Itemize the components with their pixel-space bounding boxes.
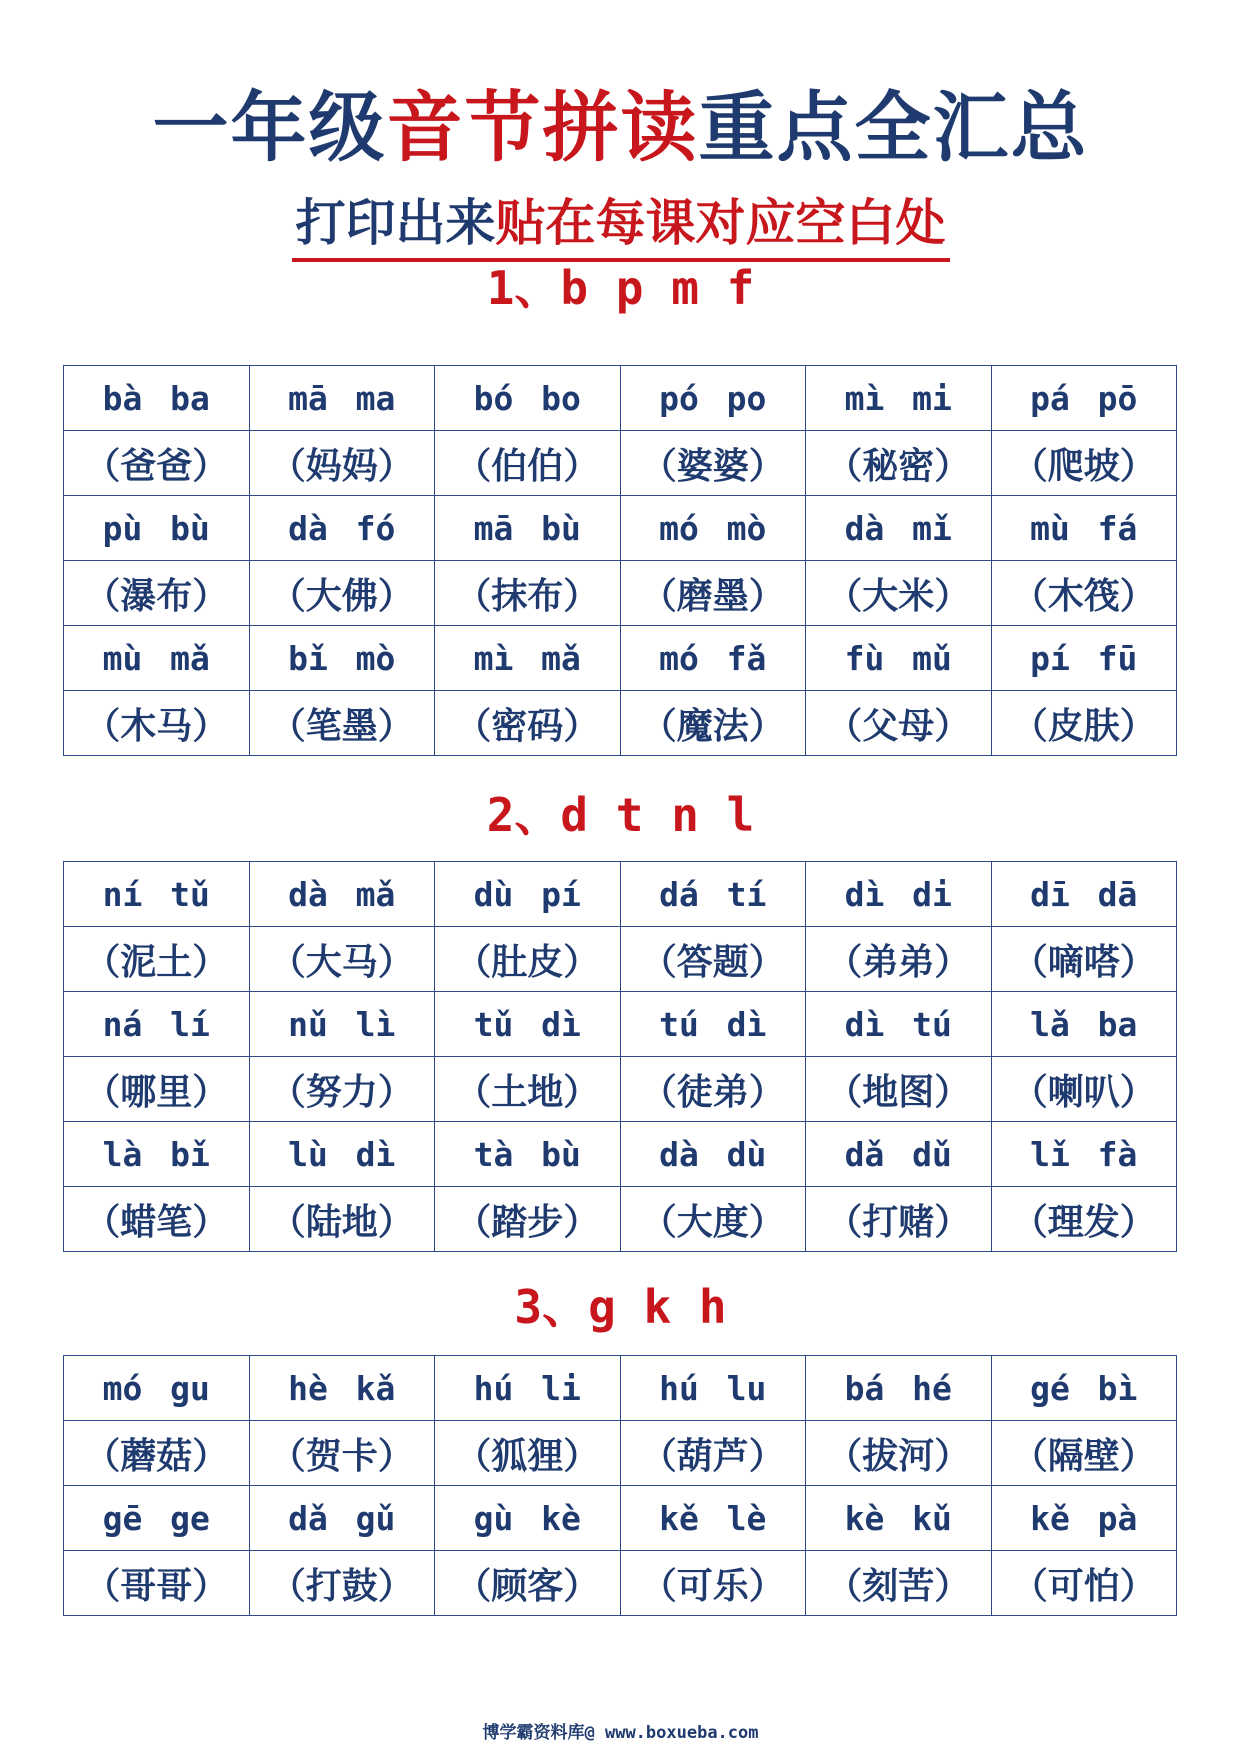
pinyin-cell: tú dì <box>620 992 806 1057</box>
hanzi-cell: （大米） <box>806 561 992 626</box>
pinyin-cell: mì mǎ <box>435 626 621 691</box>
pinyin-cell: dī dā <box>991 862 1177 927</box>
pinyin-cell: hú li <box>435 1356 621 1421</box>
hanzi-cell: （伯伯） <box>435 431 621 496</box>
pinyin-cell: pù bù <box>64 496 250 561</box>
hanzi-cell: （皮肤） <box>991 691 1177 756</box>
pinyin-row <box>64 992 1177 1057</box>
hanzi-cell: （爬坡） <box>991 431 1177 496</box>
hanzi-row <box>64 1551 1177 1616</box>
hanzi-cell: （打鼓） <box>249 1551 435 1616</box>
pinyin-cell: mó fǎ <box>620 626 806 691</box>
hanzi-cell: （笔墨） <box>249 691 435 756</box>
hanzi-cell: （木马） <box>64 691 250 756</box>
hanzi-cell: （秘密） <box>806 431 992 496</box>
hanzi-cell: （拔河） <box>806 1421 992 1486</box>
hanzi-cell: （蜡笔） <box>64 1187 250 1252</box>
pinyin-cell: mó gu <box>64 1356 250 1421</box>
section-heading-bpmf: 1、b p m f <box>486 261 755 315</box>
subtitle-part-1: 打印出来 <box>295 194 496 252</box>
hanzi-cell: （磨墨） <box>620 561 806 626</box>
hanzi-cell: （徒弟） <box>620 1057 806 1122</box>
pinyin-cell: mù fá <box>991 496 1177 561</box>
hanzi-cell: （哪里） <box>64 1057 250 1122</box>
hanzi-cell: （葫芦） <box>620 1421 806 1486</box>
pinyin-cell: dù pí <box>435 862 621 927</box>
hanzi-cell: （地图） <box>806 1057 992 1122</box>
pinyin-cell: hè kǎ <box>249 1356 435 1421</box>
pinyin-cell: pó po <box>620 366 806 431</box>
hanzi-cell: （父母） <box>806 691 992 756</box>
pinyin-cell: dá tí <box>620 862 806 927</box>
hanzi-row <box>64 431 1177 496</box>
hanzi-cell: （可怕） <box>991 1551 1177 1616</box>
pinyin-cell: dà dù <box>620 1122 806 1187</box>
pinyin-cell: dǎ dǔ <box>806 1122 992 1187</box>
pinyin-cell: dà fó <box>249 496 435 561</box>
pinyin-cell: tǔ dì <box>435 992 621 1057</box>
footer-watermark: 博学霸资料库@ www.boxueba.com <box>482 1723 759 1743</box>
page-subtitle <box>0 188 1241 262</box>
title-part-1: 一年级 <box>152 83 387 172</box>
hanzi-row <box>64 1421 1177 1486</box>
hanzi-cell: （陆地） <box>249 1187 435 1252</box>
pinyin-cell: gù kè <box>435 1486 621 1551</box>
hanzi-cell: （贺卡） <box>249 1421 435 1486</box>
pinyin-cell: hú lu <box>620 1356 806 1421</box>
pinyin-cell: mó mò <box>620 496 806 561</box>
hanzi-cell: （土地） <box>435 1057 621 1122</box>
pinyin-cell: dà mǐ <box>806 496 992 561</box>
pinyin-cell: nǔ lì <box>249 992 435 1057</box>
hanzi-cell: （喇叭） <box>991 1057 1177 1122</box>
hanzi-cell: （隔壁） <box>991 1421 1177 1486</box>
hanzi-cell: （抹布） <box>435 561 621 626</box>
pinyin-cell: là bǐ <box>64 1122 250 1187</box>
pinyin-cell: mù mǎ <box>64 626 250 691</box>
pinyin-cell: dì tú <box>806 992 992 1057</box>
hanzi-cell: （瀑布） <box>64 561 250 626</box>
pinyin-cell: fù mǔ <box>806 626 992 691</box>
pinyin-cell: gē ge <box>64 1486 250 1551</box>
hanzi-cell: （刻苦） <box>806 1551 992 1616</box>
subtitle-part-2: 贴在每课对应空白处 <box>495 194 946 252</box>
pinyin-cell: ní tǔ <box>64 862 250 927</box>
hanzi-cell: （嘀嗒） <box>991 927 1177 992</box>
hanzi-cell: （婆婆） <box>620 431 806 496</box>
hanzi-row <box>64 927 1177 992</box>
hanzi-row <box>64 1057 1177 1122</box>
pinyin-cell: kè kǔ <box>806 1486 992 1551</box>
hanzi-cell: （泥土） <box>64 927 250 992</box>
hanzi-cell: （答题） <box>620 927 806 992</box>
pinyin-row <box>64 626 1177 691</box>
pinyin-cell: mā ma <box>249 366 435 431</box>
page-title <box>0 78 1241 178</box>
pinyin-cell: pá pō <box>991 366 1177 431</box>
hanzi-cell: （大佛） <box>249 561 435 626</box>
pinyin-row <box>64 366 1177 431</box>
pinyin-cell: bó bo <box>435 366 621 431</box>
pinyin-row <box>64 1356 1177 1421</box>
hanzi-cell: （顾客） <box>435 1551 621 1616</box>
pinyin-cell: mā bù <box>435 496 621 561</box>
title-part-3: 重点全汇总 <box>698 83 1089 172</box>
pinyin-cell: kě lè <box>620 1486 806 1551</box>
syllable-table-bpmf <box>63 365 1177 756</box>
pinyin-cell: dì di <box>806 862 992 927</box>
pinyin-cell: dǎ gǔ <box>249 1486 435 1551</box>
pinyin-cell: ná lí <box>64 992 250 1057</box>
hanzi-row <box>64 691 1177 756</box>
pinyin-cell: lù dì <box>249 1122 435 1187</box>
pinyin-row <box>64 496 1177 561</box>
hanzi-cell: （狐狸） <box>435 1421 621 1486</box>
hanzi-cell: （努力） <box>249 1057 435 1122</box>
pinyin-cell: gé bì <box>991 1356 1177 1421</box>
pinyin-row <box>64 1122 1177 1187</box>
pinyin-cell: tà bù <box>435 1122 621 1187</box>
pinyin-row <box>64 862 1177 927</box>
pinyin-cell: lǎ ba <box>991 992 1177 1057</box>
pinyin-cell: dà mǎ <box>249 862 435 927</box>
pinyin-cell: bá hé <box>806 1356 992 1421</box>
hanzi-row <box>64 1187 1177 1252</box>
section-heading-dtnl: 2、d t n l <box>486 788 755 842</box>
hanzi-cell: （妈妈） <box>249 431 435 496</box>
pinyin-row <box>64 1486 1177 1551</box>
section-heading-gkh: 3、g k h <box>514 1280 727 1334</box>
hanzi-cell: （弟弟） <box>806 927 992 992</box>
hanzi-cell: （大度） <box>620 1187 806 1252</box>
hanzi-cell: （理发） <box>991 1187 1177 1252</box>
hanzi-cell: （爸爸） <box>64 431 250 496</box>
hanzi-cell: （打赌） <box>806 1187 992 1252</box>
hanzi-row <box>64 561 1177 626</box>
pinyin-cell: kě pà <box>991 1486 1177 1551</box>
hanzi-cell: （踏步） <box>435 1187 621 1252</box>
hanzi-cell: （大马） <box>249 927 435 992</box>
pinyin-cell: bǐ mò <box>249 626 435 691</box>
pinyin-cell: pí fū <box>991 626 1177 691</box>
hanzi-cell: （木筏） <box>991 561 1177 626</box>
hanzi-cell: （魔法） <box>620 691 806 756</box>
syllable-table-dtnl <box>63 861 1177 1252</box>
hanzi-cell: （蘑菇） <box>64 1421 250 1486</box>
subtitle-underlined <box>292 188 950 262</box>
hanzi-cell: （肚皮） <box>435 927 621 992</box>
syllable-table-gkh <box>63 1355 1177 1616</box>
pinyin-cell: lǐ fà <box>991 1122 1177 1187</box>
title-part-2: 音节拼读 <box>386 83 699 172</box>
pinyin-cell: mì mi <box>806 366 992 431</box>
hanzi-cell: （可乐） <box>620 1551 806 1616</box>
hanzi-cell: （哥哥） <box>64 1551 250 1616</box>
pinyin-cell: bà ba <box>64 366 250 431</box>
hanzi-cell: （密码） <box>435 691 621 756</box>
